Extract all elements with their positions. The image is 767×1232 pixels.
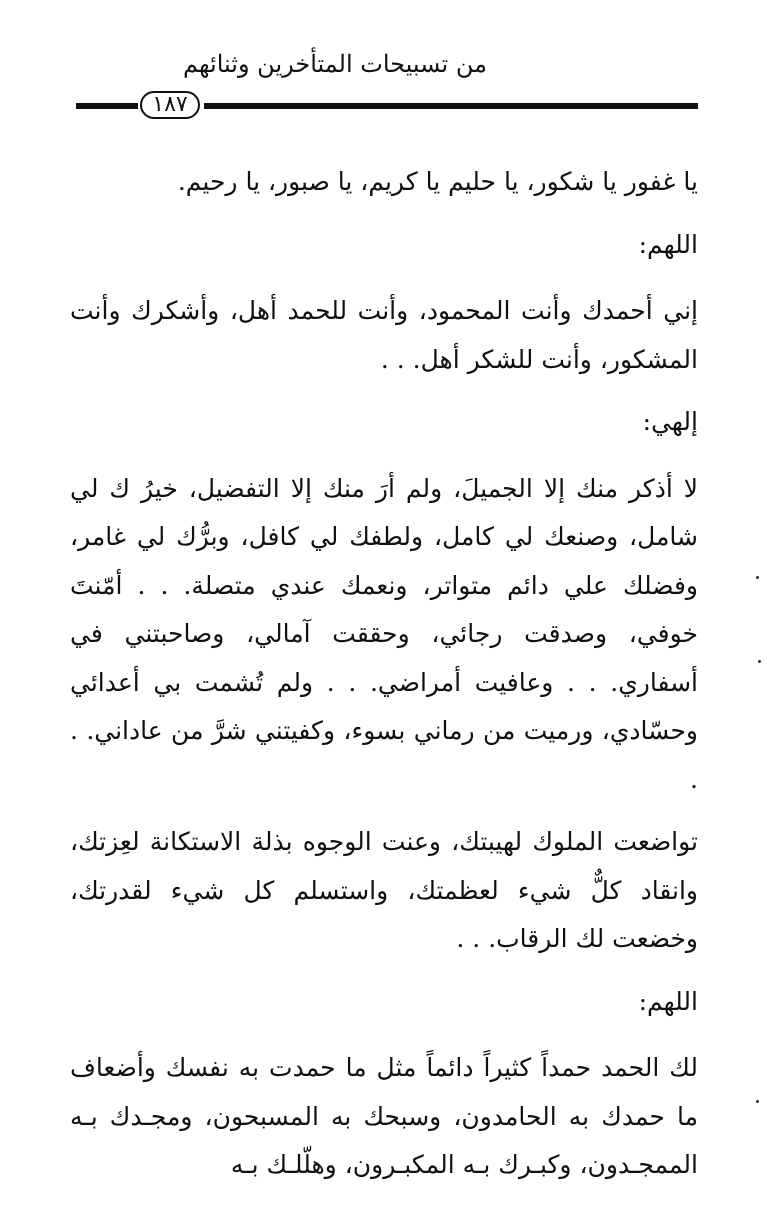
scan-speck	[756, 576, 759, 579]
paragraph-hamd: لك الحمد حمداً كثيراً دائماً مثل ما حمدت به نفسك وأضعاف ما حمدك به الحامدون، وسبحك به المسبحون، ومجـدك بـه الممجـدون، وكبـرك بـه المكبـرون، وهلّلـك بـه	[70, 1053, 698, 1179]
heading-allahumma-1: اللهم:	[638, 229, 698, 259]
heading-ilahi: إلهي:	[642, 407, 698, 436]
body-text	[70, 158, 698, 1204]
paragraph-blessings: لا أذكر منك إلا الجميلَ، ولم أرَ منك إلا التفضيل، خيرُ ك لي شامل، وصنعك لي كامل، ولطفك لي كافل، وبرُّك لي غامر، وفضلك علي دائم متواتر، ونعمك عندي متصلة. . . أمّنتَ خوفي، وصدقت رجائي، وحققت آمالي، وصاحبتني في أسفاري. . . وعافيت أمراضي. . . ولم تُشمت بي أعدائي وحسّادي، ورميت من رماني بسوء، وكفيتني شرَّ من عاداني. . .	[70, 473, 698, 794]
scan-speck	[756, 1100, 759, 1103]
heading-allahumma-2: اللهم:	[638, 986, 698, 1016]
paragraph-divine-names: يا غفور يا شكور، يا حليم يا كريم، يا صبور، يا رحيم.	[177, 167, 698, 196]
scan-speck	[758, 660, 761, 663]
header-rule	[76, 90, 698, 124]
header-rule-right-bar	[204, 103, 698, 109]
running-title: من تسبيحات المتأخرين وثنائهم	[183, 50, 487, 78]
paragraph-praise: إني أحمدك وأنت المحمود، وأنت للحمد أهل، وأشكرك وأنت المشكور، وأنت للشكر أهل. . .	[70, 296, 698, 374]
paragraph-humility: تواضعت الملوك لهيبتك، وعنت الوجوه بذلة الاستكانة لعِزتك، وانقاد كلٌّ شيء لعظمتك، واستسلم كل شيء لقدرتك، وخضعت لك الرقاب. . .	[70, 827, 698, 953]
header-rule-left-bar	[76, 103, 138, 109]
page-number: ١٨٧	[140, 91, 200, 119]
